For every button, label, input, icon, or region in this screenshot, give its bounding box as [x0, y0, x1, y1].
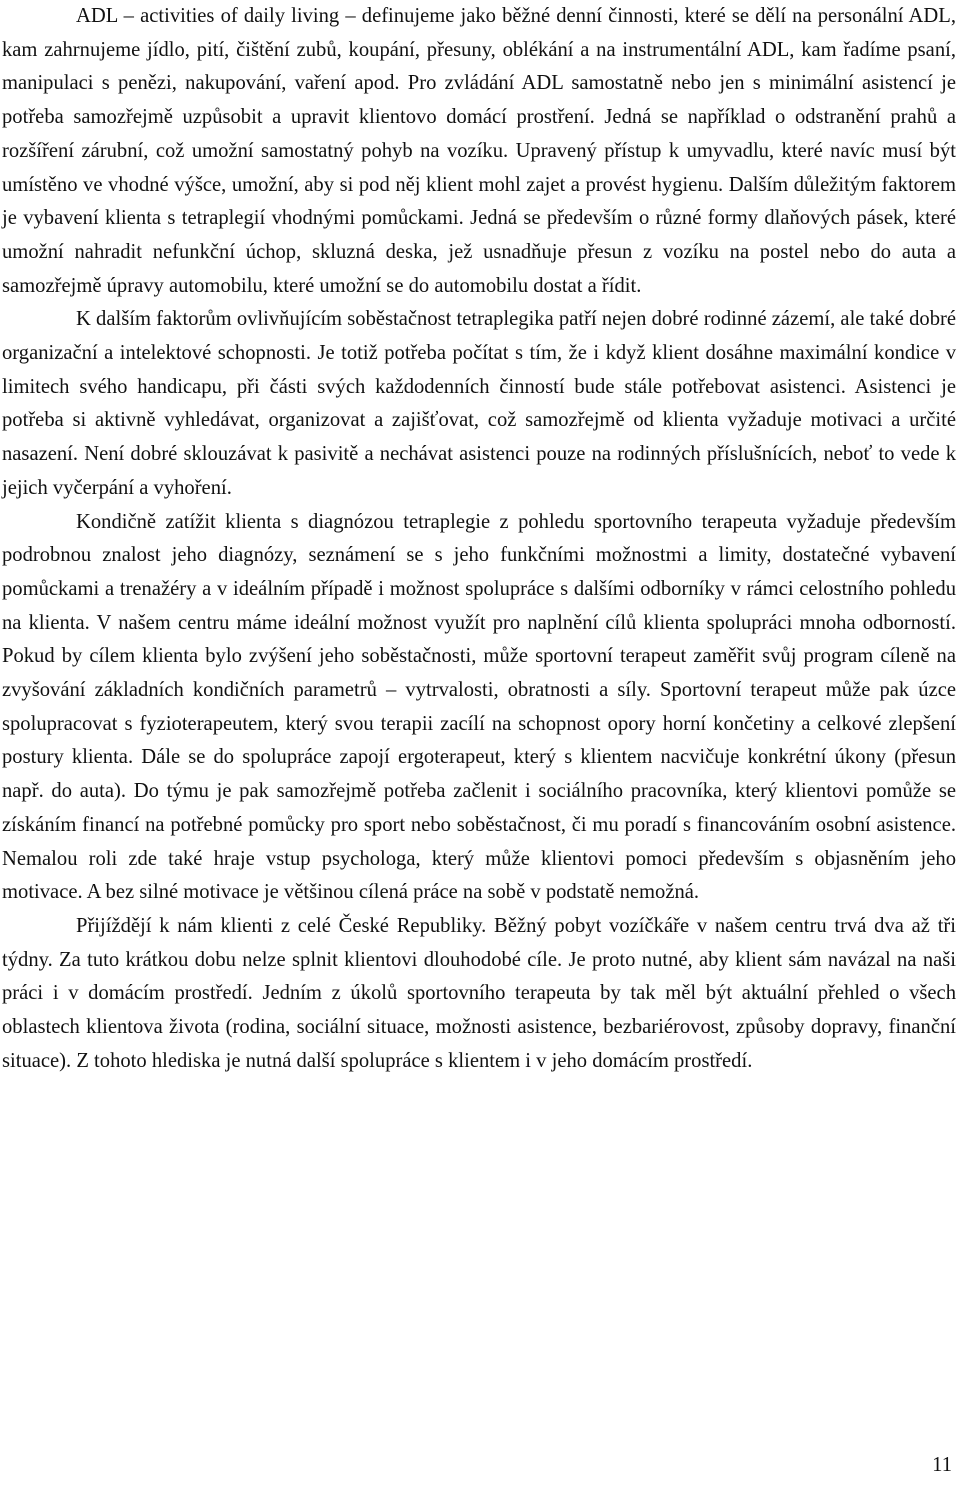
paragraph-sport-therapist-role: Kondičně zatížit klienta s diagnózou tetraplegie z pohledu sportovního terapeuta vyžaduje především podrobnou znalost jeho diagnózy, seznámení se s jeho funkčními možnostmi a limity, dostatečné vybavení pomůckami a trenažéry a v ideálním případě i možnost spolupráce s dalšími odborníky v rámci celostního pohledu na klienta. V našem centru máme ideální možnost využít pro naplnění cílů klienta spolupráci mnoha odborností. Pokud by cílem klienta bylo zvýšení jeho soběstačnosti, může sportovní terapeut zaměřit svůj program cíleně na zvyšování základních kondičních parametrů – vytrvalosti, obratnosti a síly. Sportovní terapeut může pak úzce spolupracovat s fyzioterapeutem, který svou terapii zacílí na schopnost opory horní končetiny a celkové zlepšení postury klienta. Dále se do spolupráce zapojí ergoterapeut, který s klientem nacvičuje konkrétní úkony (přesun např. do auta). Do týmu je pak samozřejmě potřeba začlenit i sociálního pracovníka, který klientovi pomůže se získáním financí na potřebné pomůcky pro sport nebo soběstačnost, či mu poradí s financováním osobní asistence. Nemalou roli zde také hraje vstup psychologa, který může klientovi pomoci především s objasněním jeho motivace. A bez silné motivace je většinou cílená práce na sobě v podstatě nemožná. — [2, 510, 956, 904]
document-body — [2, 0, 956, 1079]
page-number: 11 — [932, 1454, 952, 1476]
paragraph-adl-definition: ADL – activities of daily living – definujeme jako běžné denní činnosti, které se dělí na personální ADL, kam zahrnujeme jídlo, pití, čištění zubů, koupání, přesuny, oblékání a na instrumentální ADL, kam řadíme psaní, manipulaci s penězi, nakupování, vaření apod. Pro zvládání ADL samostatně nebo jen s minimální asistencí je potřeba samozřejmě uzpůsobit a upravit klientovo domácí prostření. Jedná se například o odstranění prahů a rozšíření zárubní, což umožní samostatný pohyb na vozíku. Upravený přístup k umyvadlu, které navíc musí být umístěno ve vhodné výšce, umožní, aby si pod něj klient mohl zajet a provést hygienu. Dalším důležitým faktorem je vybavení klienta s tetraplegií vhodnými pomůckami. Jedná se především o různé formy dlaňových pásek, které umožní nahradit nefunkční úchop, skluzná deska, jež usnadňuje přesun z vozíku na postel nebo do auta a samozřejmě úpravy automobilu, které umožní se do automobilu dostat a řídit. — [2, 5, 956, 297]
paragraph-self-sufficiency-factors: K dalším faktorům ovlivňujícím soběstačnost tetraplegika patří nejen dobré rodinné zázemí, ale také dobré organizační a intelektové schopnosti. Je totiž potřeba počítat s tím, že i když klient dosáhne maximální kondice v limitech svého handicapu, při části svých každodenních činností bude stále potřebovat asistenci. Asistenci je potřeba si aktivně vyhledávat, organizovat a zajišťovat, což samozřejmě od klienta vyžaduje motivaci a určité nasazení. Není dobré sklouzávat k pasivitě a nechávat asistenci pouze na rodinných příslušnících, neboť to vede k jejich vyčerpání a vyhoření. — [2, 308, 956, 499]
paragraph-home-continuation: Přijíždějí k nám klienti z celé České Republiky. Běžný pobyt vozíčkáře v našem centru trvá dva až tři týdny. Za tuto krátkou dobu nelze splnit klientovi dlouhodobé cíle. Je proto nutné, aby klient sám navázal na naši práci i v domácím prostředí. Jedním z úkolů sportovního terapeuta by tak měl být aktuální přehled o všech oblastech klientova života (rodina, sociální situace, možnosti asistence, bezbariérovost, způsoby dopravy, finanční situace). Z tohoto hlediska je nutná další spolupráce s klientem i v jeho domácím prostředí. — [2, 914, 956, 1072]
